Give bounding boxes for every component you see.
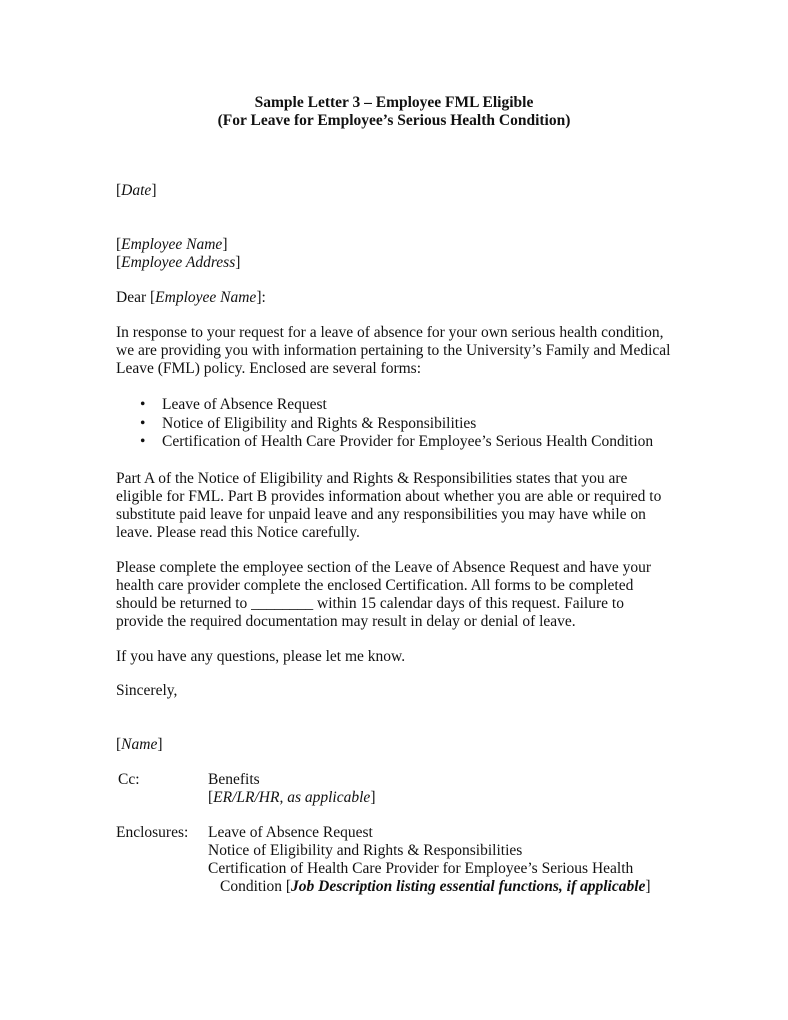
para3-line: Please complete the employee section of the Leave of Absence Request and have your bbox=[116, 559, 651, 576]
forms-list bbox=[116, 396, 653, 452]
paragraph-4: If you have any questions, please let me know. bbox=[116, 648, 406, 665]
salutation bbox=[116, 289, 266, 307]
title-line-1: Sample Letter 3 – Employee FML Eligible bbox=[254, 94, 534, 111]
salutation-name: Employee Name bbox=[155, 289, 257, 306]
enclosure-item: Leave of Absence Request bbox=[208, 824, 373, 841]
cc-block bbox=[116, 771, 716, 811]
paragraph-2 bbox=[116, 470, 661, 542]
cc-line: [ER/LR/HR, as applicable] bbox=[208, 789, 376, 806]
enclosure-item bbox=[208, 878, 651, 896]
signature-name-text: Name bbox=[121, 736, 158, 753]
employee-name-text: Employee Name bbox=[121, 236, 223, 253]
employee-address: [Employee Address] bbox=[116, 254, 241, 271]
date-placeholder: [Date] bbox=[116, 182, 157, 199]
salutation-prefix: Dear [ bbox=[116, 289, 156, 306]
enclosure-item: Certification of Health Care Provider for Employee’s Serious Health bbox=[208, 860, 634, 877]
list-item bbox=[116, 415, 653, 434]
para3-line: health care provider complete the enclosed Certification. All forms to be completed bbox=[116, 577, 634, 594]
signature-name: [Name] bbox=[116, 736, 163, 753]
paragraph-3 bbox=[116, 559, 651, 631]
cc-label: Cc: bbox=[118, 771, 140, 788]
enclosure-note: Job Description listing essential functions, if applicable bbox=[291, 878, 646, 895]
para3-line: provide the required documentation may result in delay or denial of leave. bbox=[116, 613, 576, 630]
employee-address-text: Employee Address bbox=[121, 254, 236, 271]
list-item-text: Leave of Absence Request bbox=[162, 396, 327, 413]
salutation-suffix: ]: bbox=[256, 289, 266, 306]
para2-line: leave. Please read this Notice carefully. bbox=[116, 524, 360, 541]
enclosures-block bbox=[116, 824, 716, 904]
bullet-icon: • bbox=[140, 414, 146, 432]
title-line-2: (For Leave for Employee’s Serious Health Condition) bbox=[217, 112, 571, 129]
enclosures-label: Enclosures: bbox=[116, 824, 189, 841]
list-item bbox=[116, 433, 653, 452]
employee-name: [Employee Name] bbox=[116, 236, 228, 253]
para1-line: Leave (FML) policy. Enclosed are several forms: bbox=[116, 360, 422, 377]
para1-line: In response to your request for a leave of absence for your own serious health condition, bbox=[116, 324, 664, 341]
para2-line: substitute paid leave for unpaid leave and any responsibilities you may have while on bbox=[116, 506, 646, 523]
cc-line: Benefits bbox=[208, 771, 260, 788]
para3-line: should be returned to ________ within 15 calendar days of this request. Failure to bbox=[116, 595, 624, 612]
enclosure-item: Notice of Eligibility and Rights & Responsibilities bbox=[208, 842, 523, 859]
paragraph-1 bbox=[116, 324, 670, 378]
letter-title bbox=[0, 94, 788, 130]
bullet-icon: • bbox=[140, 433, 146, 450]
list-item bbox=[116, 396, 653, 415]
enclosure-suffix: ] bbox=[645, 878, 651, 895]
date-text: Date bbox=[121, 182, 152, 199]
list-item-text: Notice of Eligibility and Rights & Responsibilities bbox=[162, 414, 477, 432]
closing: Sincerely, bbox=[116, 682, 178, 699]
para2-line: Part A of the Notice of Eligibility and Rights & Responsibilities states that you are bbox=[116, 470, 628, 487]
list-item-text: Certification of Health Care Provider for Employee’s Serious Health Condition bbox=[162, 433, 654, 450]
para2-line: eligible for FML. Part B provides information about whether you are able or required to bbox=[116, 488, 662, 505]
recipient-block bbox=[116, 236, 240, 272]
bullet-icon: • bbox=[140, 396, 146, 413]
para1-line: we are providing you with information pertaining to the University’s Family and Medical bbox=[116, 342, 671, 359]
cc-line-text: ER/LR/HR, as applicable bbox=[213, 789, 371, 806]
enclosure-prefix: Condition [ bbox=[220, 878, 292, 895]
